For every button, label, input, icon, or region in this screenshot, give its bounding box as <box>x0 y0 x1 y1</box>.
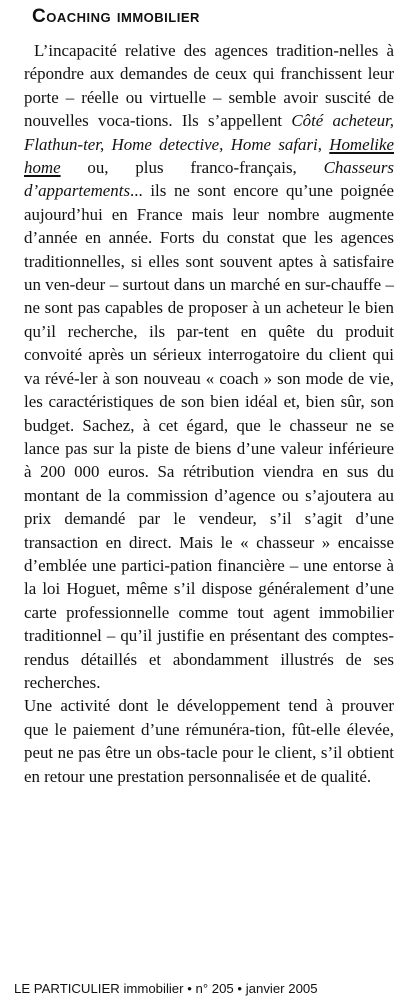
issue-number: n° 205 <box>195 981 234 996</box>
chasseurs-name: Chasseurs d’appartements <box>24 158 394 201</box>
article-body <box>24 39 394 788</box>
publication-name: LE PARTICULIER <box>14 981 120 996</box>
footer-separator: • <box>183 981 196 996</box>
footer-separator: • <box>233 981 246 996</box>
publication-section: immobilier <box>119 981 184 996</box>
intro-text: L’incapacité relative des agences tradition-nelles à répondre aux demandes de ceux qui franchissent leur porte – réelle ou virtuelle – semble avoir suscité de nouvelles voca-tions. Ils s’appellent <box>24 41 394 131</box>
page-footer <box>14 981 406 996</box>
article-paragraph-2: Une activité dont le développement tend à prouver que le paiement d’une rémunéra-tion, fût-elle élevée, peut ne pas être un obs-tacle pour le client, s’il obtient en retour une prestation personnalisée et de qualité. <box>24 696 394 786</box>
article-paragraph-1 <box>24 39 394 694</box>
homelike-home-name: Homelike home <box>24 134 394 178</box>
service-names: Côté acheteur, Flathun-ter, Home detective, Home safari, <box>24 111 394 154</box>
body-text-1: ... ils ne sont encore qu’une poignée aujourd’hui en France mais leur nombre augmente d’année en année. Forts du constat que les agences traditionnelles, si elles sont souvent aptes à satisfaire un ven-deur – surtout dans un marché en sur-chauffe – ne sont pas capables de proposer à un acheteur le bien qu’il recherche, ils par-tent en quête du produit convoité après un sérieux interrogatoire du client qui va révé-ler à son nouveau « coach » son mode de vie, les caractéristiques de son bien idéal et, bien sûr, son budget. Sachez, à cet égard, que le chasseur ne se lance pas sur la piste de biens d’une valeur inférieure à 200 000 euros. Sa rétribution viendra en sus du montant de la commission d’agence ou s’ajoutera au prix demandé par le vendeur, s’il s’agit d’une transaction en direct. Mais le « chasseur » encaisse d’emblée une partici-pation financière – une entorse à la loi Hoguet, même s’il dispose généralement d’une carte professionnelle comme tout agent immobilier traditionnel – qu’il justifie en présentant des comptes-rendus détaillés et abondamment illustrés de ses recherches. <box>24 181 394 692</box>
or-text: ou, plus franco-français, <box>60 158 324 178</box>
issue-date: janvier 2005 <box>245 981 318 996</box>
article-heading: Coaching immobilier <box>32 6 200 27</box>
